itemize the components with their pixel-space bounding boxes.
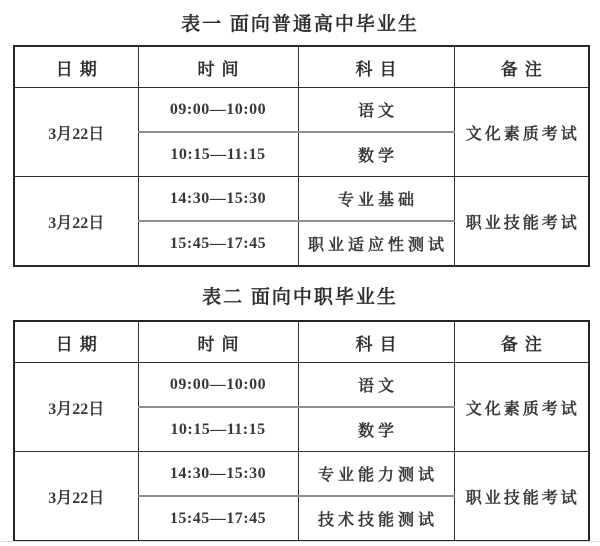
subject-cell: 职业适应性测试 <box>298 221 454 266</box>
subject-cell: 数学 <box>298 407 454 452</box>
time-cell: 10:15—11:15 <box>138 132 298 177</box>
table-row <box>14 452 589 497</box>
date-cell: 3月22日 <box>14 88 138 177</box>
subject-cell: 数学 <box>298 132 454 177</box>
date-cell: 3月22日 <box>14 452 138 542</box>
header-cell: 备注 <box>454 46 589 88</box>
header-cell: 日期 <box>14 321 138 363</box>
header-cell: 备注 <box>454 321 589 363</box>
table-2-title: 表二 面向中职毕业生 <box>202 287 398 308</box>
table-2-schedule <box>13 320 590 542</box>
header-cell: 日期 <box>14 46 138 88</box>
subject-cell: 语文 <box>298 363 454 408</box>
subject-cell: 专业基础 <box>298 177 454 222</box>
time-cell: 15:45—17:45 <box>138 221 298 266</box>
time-cell: 10:15—11:15 <box>138 407 298 452</box>
note-cell: 文化素质考试 <box>454 363 589 452</box>
subject-cell: 专业能力测试 <box>298 452 454 497</box>
note-cell: 职业技能考试 <box>454 177 589 267</box>
header-row <box>14 46 589 88</box>
table-1-schedule <box>13 45 590 267</box>
table-row <box>14 88 589 133</box>
note-cell: 文化素质考试 <box>454 88 589 177</box>
time-cell: 09:00—10:00 <box>138 363 298 408</box>
date-cell: 3月22日 <box>14 177 138 267</box>
time-cell: 15:45—17:45 <box>138 496 298 541</box>
page-edge-line <box>0 541 600 542</box>
header-cell: 时间 <box>138 46 298 88</box>
time-cell: 14:30—15:30 <box>138 452 298 497</box>
header-cell: 时间 <box>138 321 298 363</box>
table-row <box>14 177 589 222</box>
table-1-title: 表一 面向普通高中毕业生 <box>181 14 419 35</box>
time-cell: 09:00—10:00 <box>138 88 298 133</box>
header-cell: 科目 <box>298 46 454 88</box>
date-cell: 3月22日 <box>14 363 138 452</box>
note-cell: 职业技能考试 <box>454 452 589 542</box>
subject-cell: 语文 <box>298 88 454 133</box>
header-row <box>14 321 589 363</box>
time-cell: 14:30—15:30 <box>138 177 298 222</box>
header-cell: 科目 <box>298 321 454 363</box>
table-row <box>14 363 589 408</box>
subject-cell: 技术技能测试 <box>298 496 454 541</box>
